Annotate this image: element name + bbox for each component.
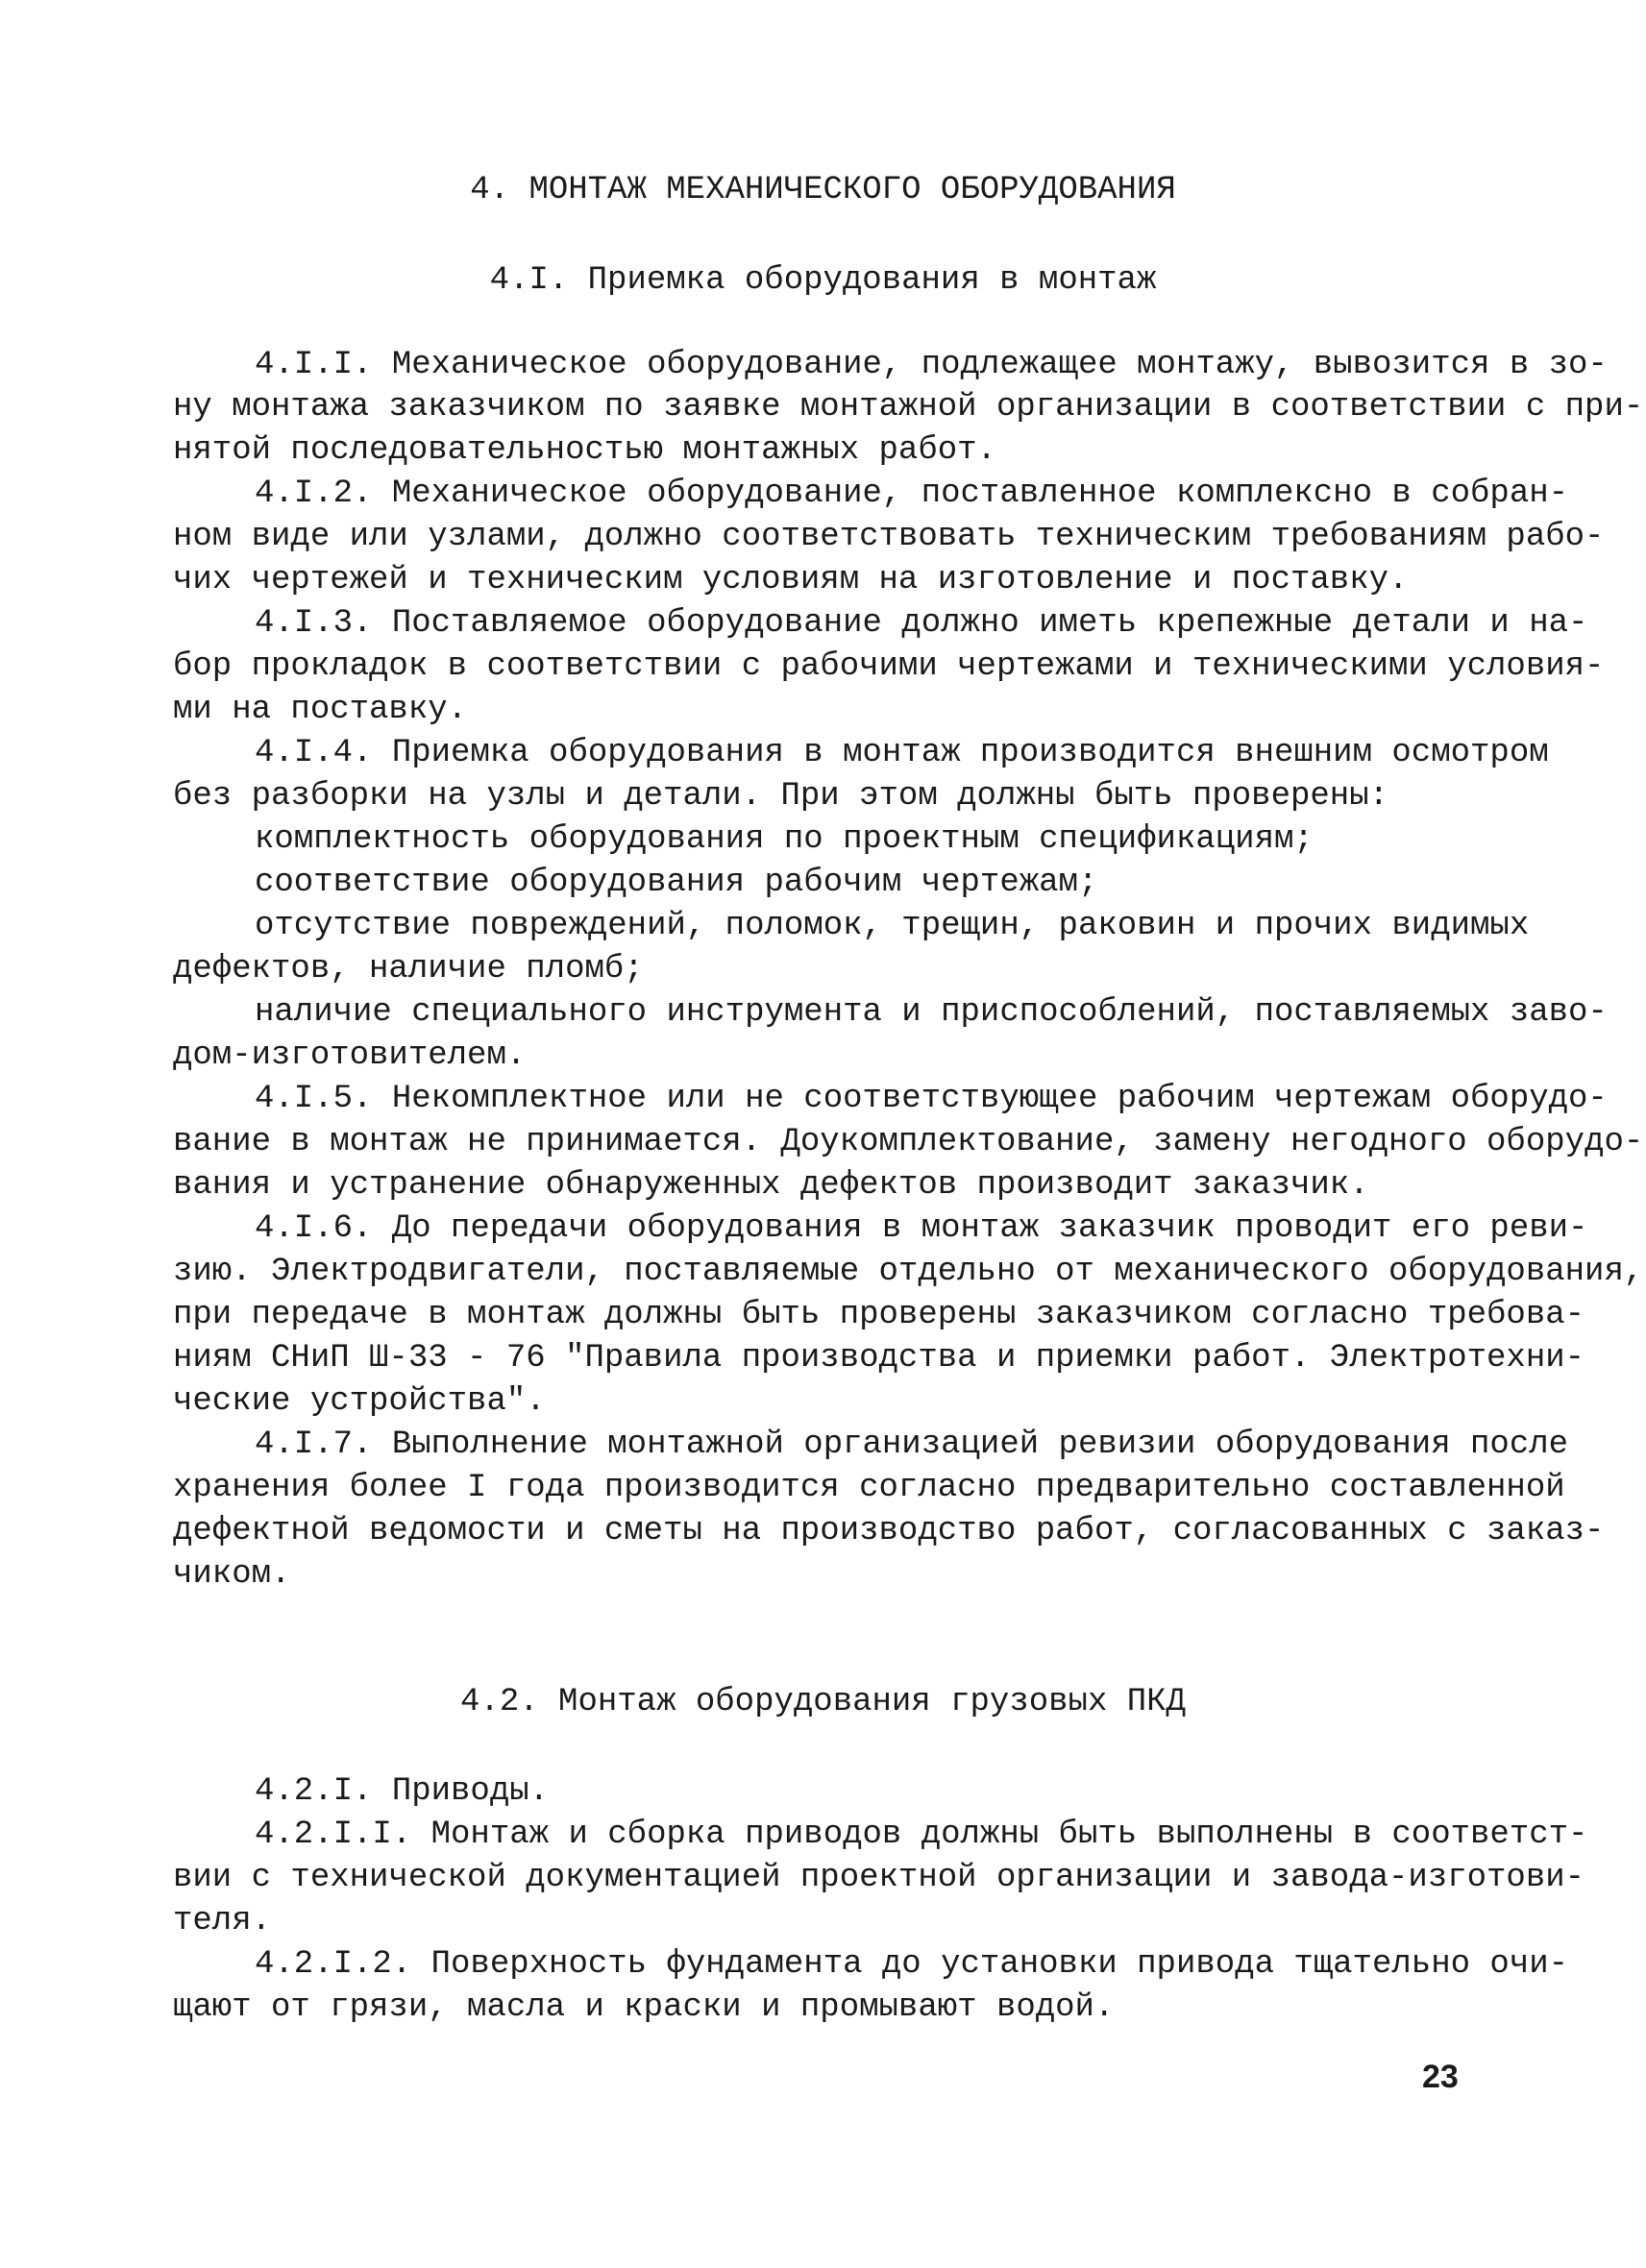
s1-line: комплектность оборудования по проектным спецификациям; <box>255 821 1314 858</box>
s1-line: 4.I.2. Механическое оборудование, поставленное комплексно в собран- <box>255 476 1569 512</box>
s1-line: чих чертежей и техническим условиям на изготовление и поставку. <box>173 562 1409 598</box>
s1-line: ном виде или узлами, должно соответствовать техническим требованиям рабо- <box>173 519 1605 555</box>
s1-line: 4.I.3. Поставляемое оборудование должно иметь крепежные детали и на- <box>255 605 1588 642</box>
s1-line: 4.I.4. Приемка оборудования в монтаж производится внешним осмотром <box>255 735 1549 771</box>
s1-line: 4.I.6. До передачи оборудования в монтаж заказчик проводит его реви- <box>255 1210 1588 1247</box>
s2-line: 4.2.I.I. Монтаж и сборка приводов должны быть выполнены в соответст- <box>255 1817 1588 1853</box>
s2-line: вии с технической документацией проектной организации и завода-изготови- <box>173 1860 1585 1896</box>
s1-line: нятой последовательностью монтажных работ. <box>173 432 996 469</box>
s1-line: ческие устройства". <box>173 1383 546 1420</box>
s1-line: дом-изготовителем. <box>173 1037 527 1074</box>
s1-line: ниям СНиП Ш-33 - 76 "Правила производства и приемки работ. Электротехни- <box>173 1340 1585 1377</box>
page-number: 23 <box>1422 2059 1459 2095</box>
s1-line: дефектной ведомости и сметы на производство работ, согласованных с заказ- <box>173 1513 1605 1549</box>
s1-line: ну монтажа заказчиком по заявке монтажной организации в соответствии с при- <box>173 389 1644 426</box>
s1-line: ми на поставку. <box>173 692 468 728</box>
s1-line: вания и устранение обнаруженных дефектов производит заказчик. <box>173 1167 1369 1204</box>
subsection-title-4-1: 4.I. Приемка оборудования в монтаж <box>489 262 1157 299</box>
s1-line: 4.I.I. Механическое оборудование, подлежащее монтажу, вывозится в зо- <box>255 347 1608 383</box>
s2-line: 4.2.I.2. Поверхность фундамента до установки привода тщательно очи- <box>255 1946 1569 1983</box>
s1-line: при передаче в монтаж должны быть проверены заказчиком согласно требова- <box>173 1297 1585 1333</box>
s1-line: 4.I.5. Некомплектное или не соответствующее рабочим чертежам оборудо- <box>255 1081 1608 1117</box>
s1-line: вание в монтаж не принимается. Доукомплектование, замену негодного оборудо- <box>173 1124 1644 1160</box>
s1-line: без разборки на узлы и детали. При этом должны быть проверены: <box>173 778 1389 815</box>
s1-line: соответствие оборудования рабочим чертежам; <box>255 865 1098 901</box>
section-title: 4. МОНТАЖ МЕХАНИЧЕСКОГО ОБОРУДОВАНИЯ <box>470 172 1176 208</box>
s1-line: отсутствие повреждений, поломок, трещин, раковин и прочих видимых <box>255 908 1530 944</box>
s2-line: теля. <box>173 1903 272 1939</box>
s1-line: хранения более I года производится согласно предварительно составленной <box>173 1470 1565 1506</box>
s1-line: 4.I.7. Выполнение монтажной организацией ревизии оборудования после <box>255 1427 1569 1463</box>
s1-line: дефектов, наличие пломб; <box>173 951 644 988</box>
s2-line: 4.2.I. Приводы. <box>255 1773 550 1810</box>
s1-line: бор прокладок в соответствии с рабочими чертежами и техническими условия- <box>173 648 1605 685</box>
s1-line: наличие специального инструмента и приспособлений, поставляемых заво- <box>255 994 1608 1031</box>
s1-line: зию. Электродвигатели, поставляемые отдельно от механического оборудования, <box>173 1254 1644 1290</box>
s1-line: чиком. <box>173 1556 291 1593</box>
s2-line: щают от грязи, масла и краски и промывают водой. <box>173 1989 1115 2026</box>
subsection-title-4-2: 4.2. Монтаж оборудования грузовых ПКД <box>460 1684 1186 1720</box>
